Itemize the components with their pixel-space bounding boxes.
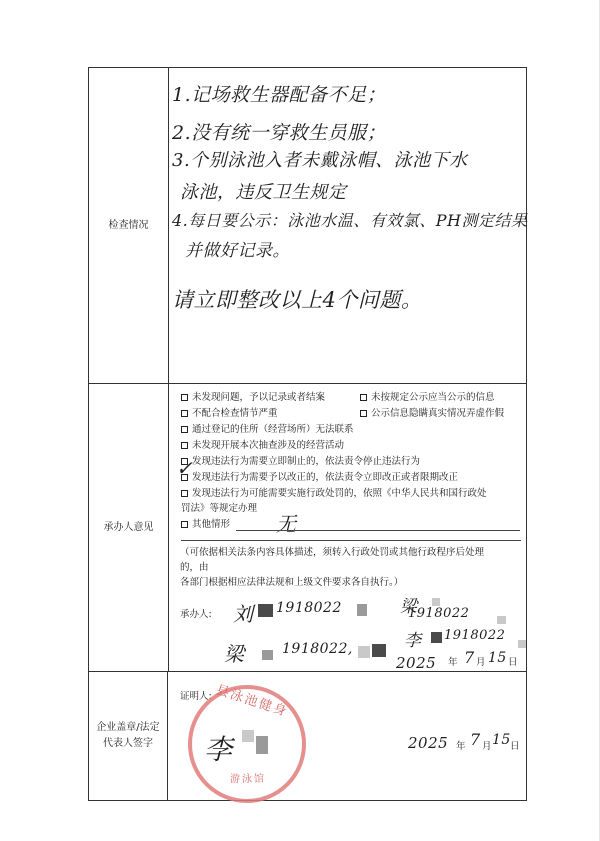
redaction-block	[258, 604, 273, 617]
inspection-note-2: 2.没有统一穿救生员服；	[172, 122, 387, 144]
checkbox-icon	[181, 442, 188, 449]
witness-label: 证明人:	[180, 691, 212, 702]
divider-line	[181, 540, 521, 541]
handler-phone-4: 1918022,	[282, 641, 353, 657]
option-text: 发现违法行为需要立即制止的，依法责令停止违法行为	[192, 456, 421, 467]
option-text: 不配合检查情节严重	[192, 408, 278, 419]
checkbox-icon	[181, 410, 188, 417]
option-text: 发现违法行为可能需要实施行政处罚的，依照《中华人民共和国行政处	[192, 488, 487, 499]
witness-date-day-suffix: 日	[510, 741, 520, 752]
handler-date-year: 2025	[396, 654, 437, 672]
redaction-block	[256, 736, 268, 754]
check-mark-icon: ✓	[176, 456, 194, 480]
note-line-1: （可依据相关法条内容具体描述，须转入行政处罚或其他行政程序后处理	[180, 547, 485, 558]
seal-text: 县泳池健身	[213, 682, 290, 721]
handler-phone-2: 1918022	[408, 606, 470, 621]
option-text: 通过登记的住所（经营场所）无法联系	[192, 424, 354, 435]
witness-date-day: 15	[492, 732, 511, 748]
redaction-block	[372, 644, 386, 657]
option-not-published[interactable]	[360, 389, 495, 403]
witness-sig: 李	[204, 733, 233, 766]
inspection-note-4: 4.每日要公示：泳池水温、有效氯、PH测定结果	[172, 211, 528, 230]
redaction-block	[357, 604, 367, 616]
option-unreachable[interactable]	[181, 421, 354, 435]
checkbox-icon	[181, 394, 188, 401]
other-underline	[236, 530, 520, 531]
option-administrative-penalty[interactable]	[181, 485, 487, 499]
handler-phone-3: 1918022	[444, 628, 506, 643]
handler-sig-2: 梁	[400, 597, 418, 617]
inspection-note-3b: 泳池，违反卫生规定	[180, 182, 347, 203]
option-stop-violation[interactable]	[181, 453, 420, 467]
inspection-note-1: 1.记场救生器配备不足；	[172, 84, 387, 106]
option-text: 未发现问题，予以记录或者结案	[192, 392, 326, 403]
redaction-block	[262, 650, 273, 660]
enterprise-label-text: 企业盖章/法定代表人签字	[96, 722, 160, 749]
witness-date-month-suffix: 月	[482, 741, 492, 752]
note-line-3: 各部门根据相应法律法规和上级文件要求各自执行。）	[180, 577, 404, 588]
option-correct-violation[interactable]	[181, 469, 458, 483]
inspection-note-3: 3.个别泳池入者未戴泳帽、泳池下水	[172, 150, 468, 171]
handler-sig-4: 梁	[224, 642, 245, 666]
option-other[interactable]	[181, 516, 230, 530]
handler-sig-1: 刘	[233, 602, 254, 626]
redaction-block	[518, 640, 526, 648]
other-scribble: 无	[276, 512, 297, 536]
inspection-label: 检查情况	[89, 68, 169, 383]
seal-foot: 游泳馆	[230, 774, 266, 785]
option-penalty-continued	[181, 500, 257, 514]
inspection-note-4b: 并做好记录。	[185, 241, 290, 261]
redaction-block	[432, 598, 440, 606]
handler-date-year-suffix: 年	[448, 657, 458, 668]
redaction-block	[431, 632, 442, 643]
checkbox-icon	[181, 490, 188, 497]
handler-date-month: 7	[464, 648, 475, 667]
option-text: 发现违法行为需要予以改正的，依法责令立即改正或者限期改正	[192, 472, 459, 483]
redaction-block	[358, 646, 370, 658]
opinion-label: 承办人意见	[89, 384, 169, 671]
option-text: 未按规定公示应当公示的信息	[371, 392, 495, 403]
handler-sig-3: 李	[404, 631, 422, 651]
handler-date-month-suffix: 月	[476, 657, 486, 668]
note-line-2: 的，由	[180, 562, 209, 573]
handler-date-day: 15	[488, 650, 507, 666]
redaction-block	[242, 730, 254, 742]
option-text: 其他情形	[192, 519, 231, 530]
handler-date-day-suffix: 日	[508, 657, 518, 668]
checkbox-icon	[360, 394, 367, 401]
checkbox-icon	[181, 426, 188, 433]
inspection-note-summary: 请立即整改以上4个问题。	[172, 288, 423, 312]
witness-date-year: 2025	[408, 734, 449, 752]
checkbox-icon	[181, 521, 188, 528]
option-no-business[interactable]	[181, 437, 344, 451]
handler-phone-1: 1918022	[276, 600, 342, 616]
option-false-info[interactable]	[360, 405, 504, 419]
enterprise-label	[89, 672, 168, 800]
option-text: 公示信息隐瞒真实情况弄虚作假	[371, 408, 505, 419]
option-text: 罚法》等规定办理	[181, 503, 258, 514]
witness-date-year-suffix: 年	[456, 741, 466, 752]
handler-label: 承办人:	[180, 609, 212, 620]
checkbox-icon	[360, 410, 367, 417]
redaction-block	[497, 616, 506, 624]
option-no-problem[interactable]	[181, 389, 325, 403]
witness-date-month: 7	[470, 730, 481, 749]
option-text: 未发现开展本次抽查涉及的经营活动	[192, 440, 345, 451]
enterprise-row	[89, 672, 526, 800]
option-uncooperative[interactable]	[181, 405, 278, 419]
